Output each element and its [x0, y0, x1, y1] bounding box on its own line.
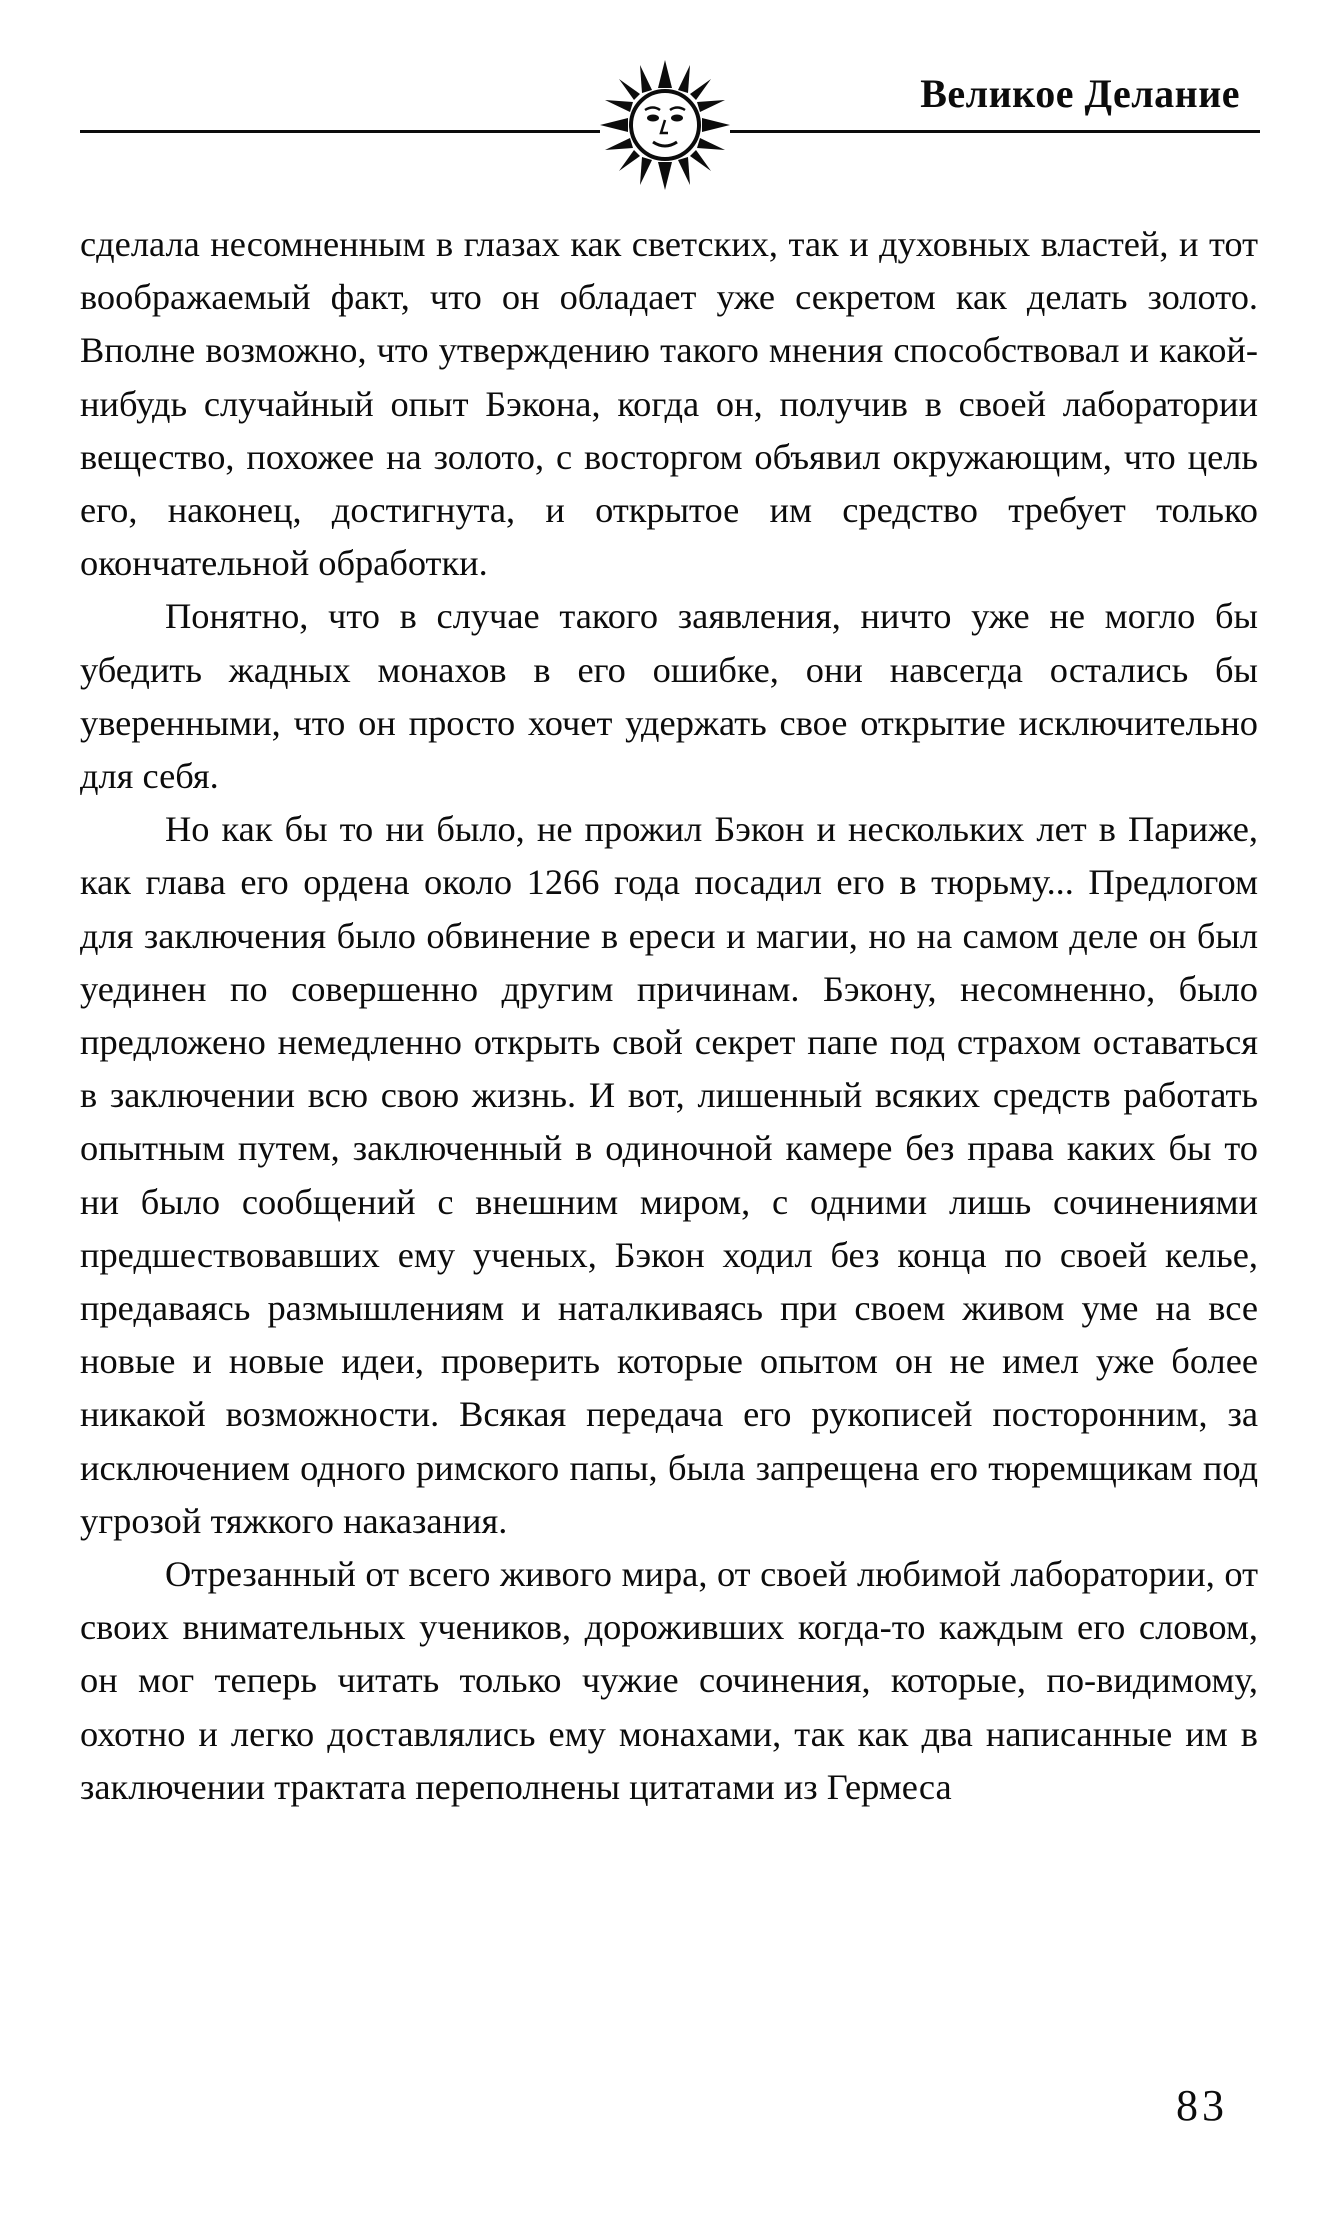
sun-face-icon [600, 60, 730, 190]
header-rule-right [730, 130, 1260, 133]
page-header [80, 60, 1260, 210]
paragraph-1: сделала несомненным в глазах как светских, так и духовных властей, и тот воображаемый факт, что он обладает уже секретом как делать золото. Вполне возможно, что утверждению такого мнения способствовал и какой-нибудь случайный опыт Бэкона, когда он, получив в своей лаборатории вещество, похожее на золото, с восторгом объявил окружающим, что цель его, наконец, достигнута, и открытое им средство требует только окончательной обработки. [80, 224, 1258, 584]
paragraph-3: Но как бы то ни было, не прожил Бэкон и нескольких лет в Париже, как глава его ордена около 1266 года посадил его в тюрьму... Предлогом для заключения было обвинение в ереси и магии, но на самом деле он был уединен по совершенно другим причинам. Бэкону, несомненно, было предложено немедленно открыть свой секрет папе под страхом оставаться в заключении всю свою жизнь. И вот, лишенный всяких средств работать опытным путем, заключенный в одиночной камере без права каких бы то ни было сообщений с внешним миром, с одними лишь сочинениями предшествовавших ему ученых, Бэкон ходил без конца по своей келье, предаваясь размышлениям и наталкиваясь при своем живом уме на все новые и новые идеи, проверить которые опытом он не имел уже более никакой возможности. Всякая передача его рукописей посторонним, за исключением одного римского папы, была запрещена его тюремщикам под угрозой тяжкого наказания. [80, 809, 1258, 1541]
paragraph-4: Отрезанный от всего живого мира, от своей любимой лаборатории, от своих внимательных учеников, дороживших когда-то каждым его словом, он мог теперь читать только чужие сочинения, которые, по-видимому, охотно и легко доставлялись ему монахами, так как два написанные им в заключении трактата переполнены цитатами из Гермеса [80, 1554, 1258, 1807]
paragraph-2: Понятно, что в случае такого заявления, ничто уже не могло бы убедить жадных монахов в его ошибке, они навсегда остались бы уверенными, что он просто хочет удержать свое открытие исключительно для себя. [80, 596, 1258, 797]
header-rule-left [80, 130, 600, 133]
running-head: Великое Делание [920, 71, 1240, 116]
page-number: 83 [1176, 2081, 1228, 2130]
body-text [80, 218, 1258, 1814]
